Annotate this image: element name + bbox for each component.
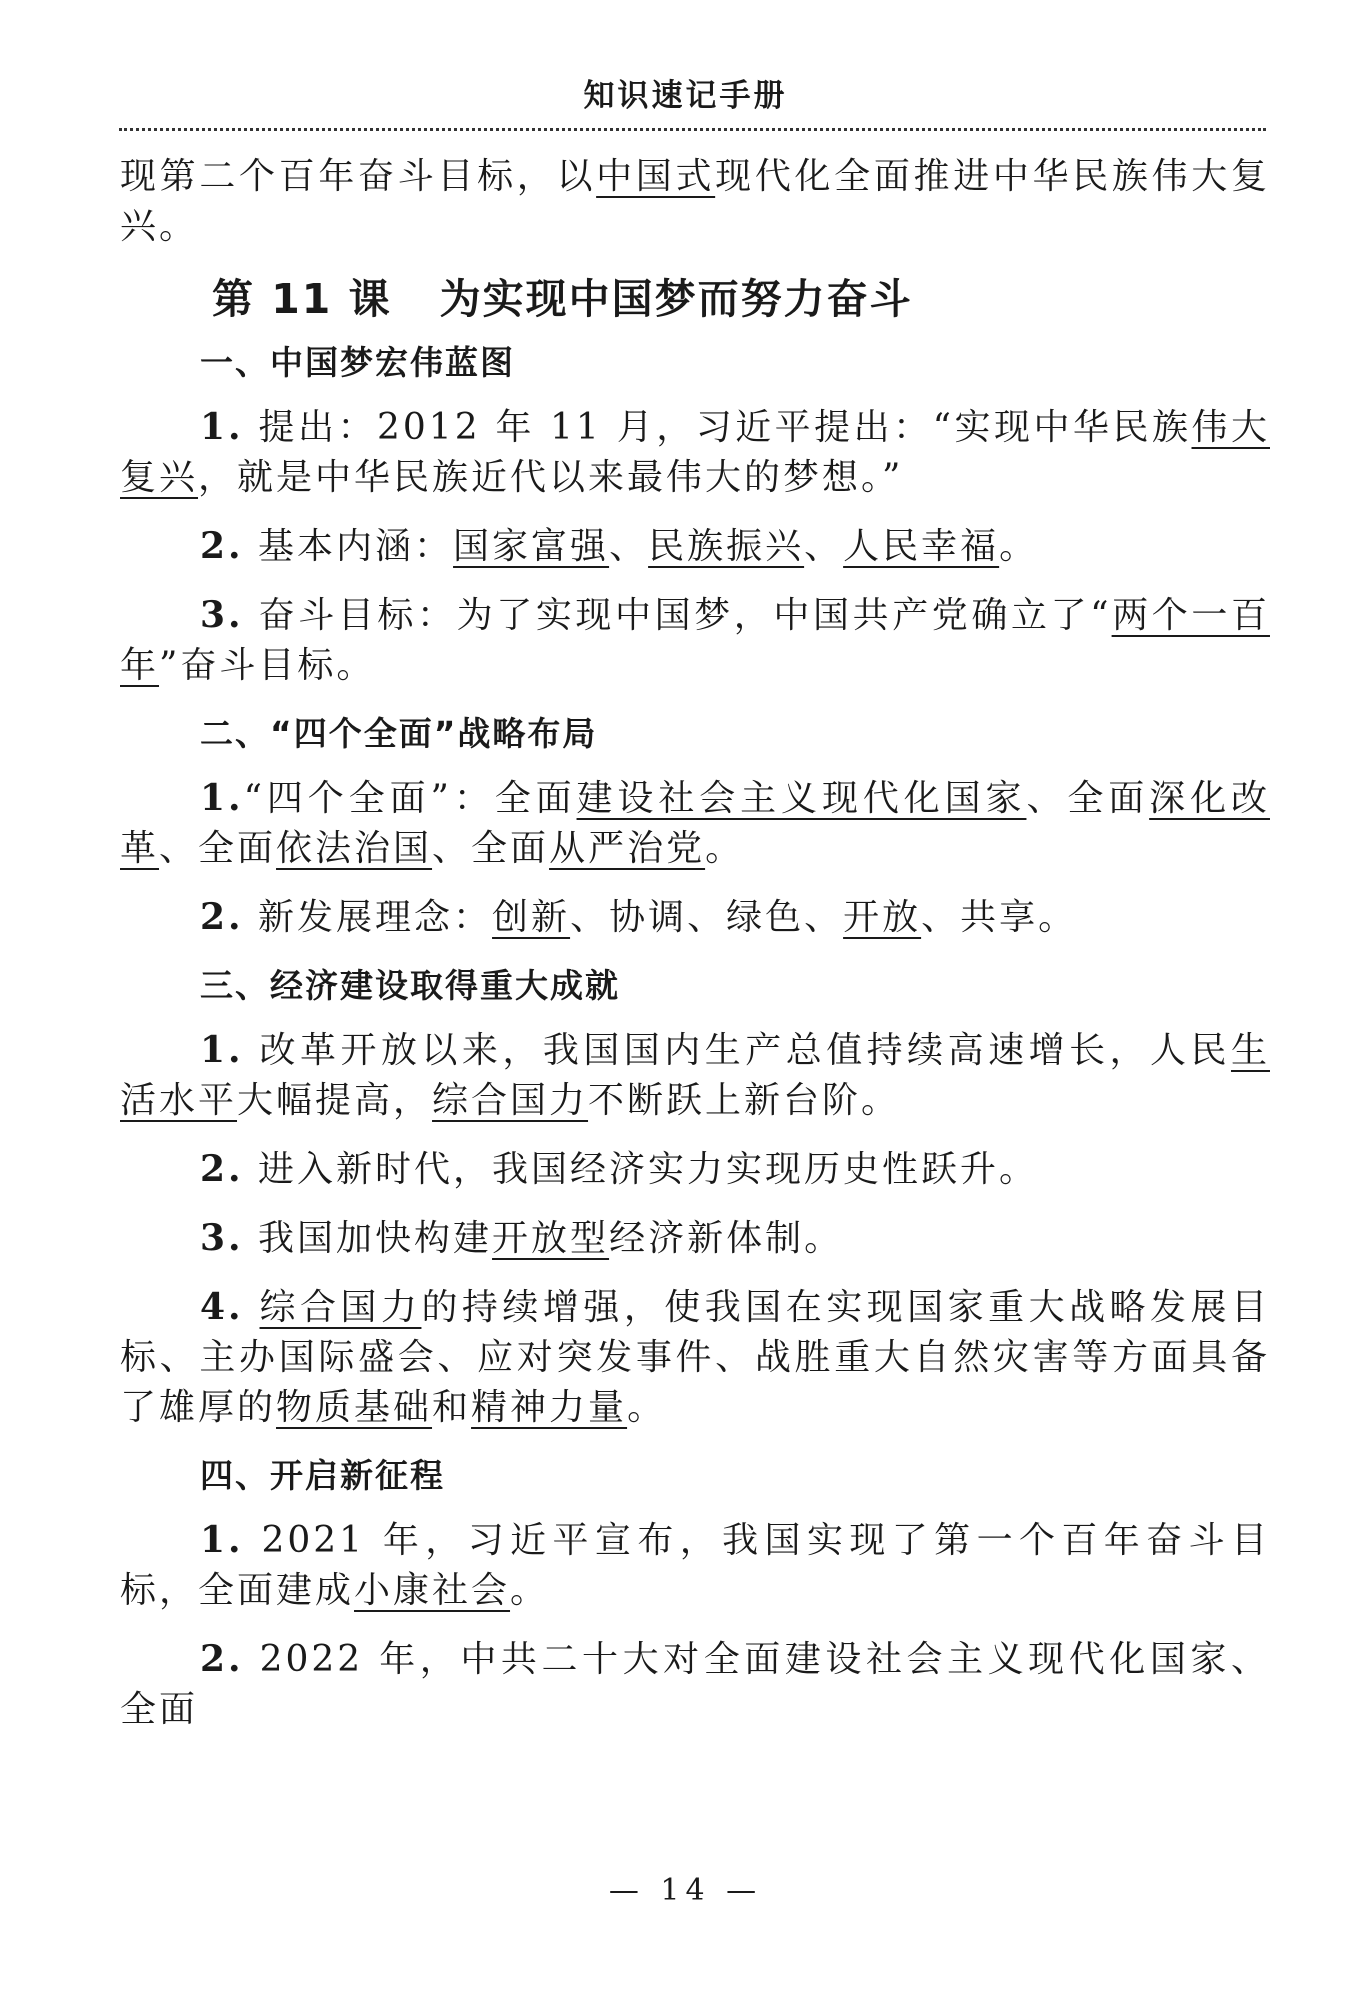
page-content bbox=[120, 152, 1270, 1753]
text-run: “四个全面”：全面 bbox=[243, 778, 577, 819]
list-item bbox=[120, 1634, 1270, 1735]
text-run: 2021 年，习近平宣布，我国实现了第一个百年奋斗目标，全面建成 bbox=[120, 1520, 1270, 1611]
key-term: 从严治党 bbox=[549, 828, 706, 869]
item-number: 1. bbox=[200, 1029, 244, 1071]
text-run: 新发展理念： bbox=[243, 897, 493, 938]
item-number: 2. bbox=[200, 896, 244, 938]
item-number: 1. bbox=[200, 406, 244, 448]
key-term: 中国式 bbox=[596, 156, 716, 197]
key-term: 伟大复兴 bbox=[120, 407, 1270, 498]
key-term: 建设社会主义现代化国家 bbox=[576, 778, 1027, 819]
text-run: 提出：2012 年 11 月，习近平提出：“实现中华民族 bbox=[243, 407, 1192, 448]
list-item bbox=[120, 892, 1270, 943]
section-heading: 四、开启新征程 bbox=[200, 1456, 445, 1495]
list-item bbox=[120, 402, 1270, 503]
list-item bbox=[120, 1515, 1270, 1616]
key-term: 民族振兴 bbox=[648, 526, 805, 567]
sections-container bbox=[120, 338, 1270, 1735]
text-run: 2022 年，中共二十大对全面建设社会主义现代化国家、全面 bbox=[120, 1639, 1270, 1730]
text-run: 、 bbox=[609, 526, 649, 567]
lesson-heading bbox=[212, 270, 1270, 328]
text-run: 改革开放以来，我国国内生产总值持续高速增长，人民 bbox=[243, 1030, 1231, 1071]
item-number: 2. bbox=[200, 525, 244, 567]
page-number: — 14 — bbox=[608, 1873, 763, 1908]
key-term: 依法治国 bbox=[276, 828, 433, 869]
key-term: 物质基础 bbox=[276, 1387, 433, 1428]
key-term: 开放 bbox=[843, 897, 922, 938]
text-run: 经济新体制。 bbox=[609, 1218, 844, 1259]
list-item bbox=[120, 521, 1270, 572]
list-item bbox=[120, 1282, 1270, 1433]
key-term: 生活水平 bbox=[120, 1030, 1270, 1121]
key-term: 创新 bbox=[492, 897, 571, 938]
text-run: 、共享。 bbox=[921, 897, 1078, 938]
intro-paragraph bbox=[120, 152, 1270, 252]
list-item bbox=[120, 1213, 1270, 1264]
list-item bbox=[120, 773, 1270, 874]
key-term: 开放型 bbox=[492, 1218, 610, 1259]
key-term: 综合国力 bbox=[259, 1287, 422, 1328]
item-number: 1. bbox=[200, 777, 244, 819]
text-run: 。 bbox=[510, 1570, 550, 1611]
text-run: 、全面 bbox=[432, 828, 550, 869]
text-run: 。 bbox=[627, 1387, 667, 1428]
item-number: 4. bbox=[200, 1286, 244, 1328]
text-run: 基本内涵： bbox=[243, 526, 454, 567]
text-run: 现代化全面推进中华民族伟大复兴。 bbox=[120, 156, 1270, 247]
text-run: 进入新时代，我国经济实力实现历史性跃升。 bbox=[243, 1149, 1039, 1190]
text-run: 的持续增强，使我国在实现国家重大战略发展目标、主办国际盛会、应对突发事件、战胜重大自然灾害等方面具备了雄厚的 bbox=[120, 1287, 1270, 1428]
running-header: 知识速记手册 bbox=[583, 78, 788, 114]
text-run: ，就是中华民族近代以来最伟大的梦想。” bbox=[198, 457, 904, 498]
item-number: 3. bbox=[200, 594, 244, 636]
text-run: 现第二个百年奋斗目标，以 bbox=[120, 156, 597, 197]
item-number: 3. bbox=[200, 1217, 244, 1259]
text-run: 、全面 bbox=[1026, 778, 1150, 819]
text-run bbox=[244, 1287, 260, 1328]
text-run: 和 bbox=[432, 1387, 472, 1428]
key-term: 综合国力 bbox=[432, 1080, 589, 1121]
text-run: 、全面 bbox=[159, 828, 277, 869]
lesson-title: 为实现中国梦而努力奋斗 bbox=[439, 275, 913, 323]
item-number: 2. bbox=[200, 1148, 244, 1190]
key-term: 人民幸福 bbox=[843, 526, 1000, 567]
text-run: 不断跃上新台阶。 bbox=[588, 1080, 901, 1121]
text-run: 、协调、绿色、 bbox=[570, 897, 844, 938]
key-term: 精神力量 bbox=[471, 1387, 628, 1428]
header-divider bbox=[119, 128, 1266, 131]
key-term: 小康社会 bbox=[354, 1570, 511, 1611]
text-run: ”奋斗目标。 bbox=[159, 645, 376, 686]
text-run: 、 bbox=[804, 526, 844, 567]
section-heading: 二、“四个全面”战略布局 bbox=[200, 714, 598, 753]
text-run: 我国加快构建 bbox=[243, 1218, 493, 1259]
text-run: 奋斗目标：为了实现中国梦，中国共产党确立了“ bbox=[243, 595, 1112, 636]
text-run: 大幅提高， bbox=[237, 1080, 433, 1121]
text-run: 。 bbox=[999, 526, 1039, 567]
key-term: 两个一百年 bbox=[120, 595, 1270, 686]
list-item bbox=[120, 1025, 1270, 1126]
key-term: 深化改革 bbox=[120, 778, 1270, 869]
item-number: 1. bbox=[200, 1519, 244, 1561]
text-run: 。 bbox=[705, 828, 745, 869]
list-item bbox=[120, 590, 1270, 691]
key-term: 国家富强 bbox=[453, 526, 610, 567]
item-number: 2. bbox=[200, 1638, 244, 1680]
section-heading: 一、中国梦宏伟蓝图 bbox=[200, 343, 515, 382]
list-item bbox=[120, 1144, 1270, 1195]
section-heading: 三、经济建设取得重大成就 bbox=[200, 966, 620, 1005]
lesson-number: 第 11 课 bbox=[212, 275, 392, 323]
